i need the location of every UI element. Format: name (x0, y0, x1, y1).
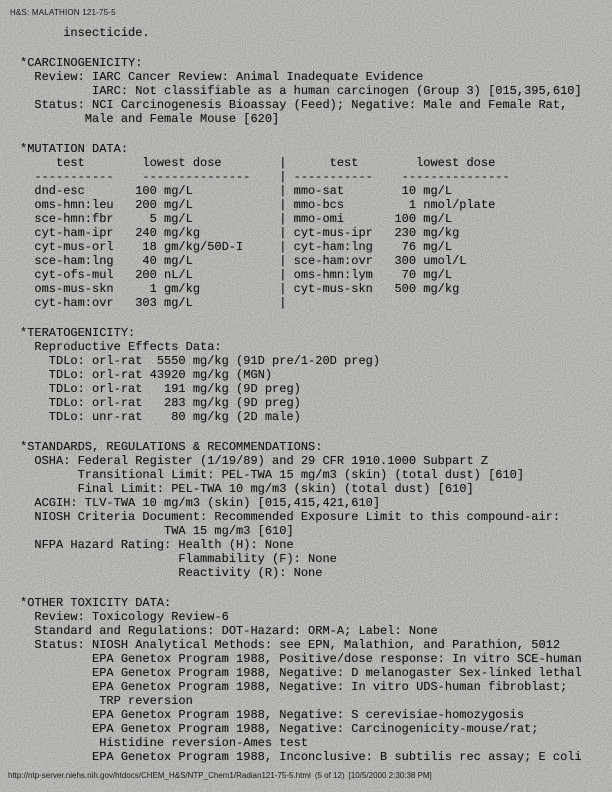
mutation-table-row: cyt-mus-orl 18 gm/kg/50D-I | cyt-ham:lng 76 mg/L (20, 240, 453, 254)
doc-line: insecticide. (20, 26, 150, 40)
section-heading: *MUTATION DATA: (20, 142, 129, 156)
doc-line: Review: IARC Cancer Review: Animal Inadequate Evidence (20, 70, 424, 84)
mutation-table-divider: ----------- --------------- | ----------- --------------- (20, 170, 510, 184)
mutation-table-row: cyt-ham-ipr 240 mg/kg | cyt-mus-ipr 230 mg/kg (20, 226, 460, 240)
section-carcinogenicity (20, 56, 606, 126)
doc-line: Review: Toxicology Review-6 (20, 610, 229, 624)
doc-line: TWA 15 mg/m3 [610] (20, 524, 294, 538)
section-heading: *OTHER TOXICITY DATA: (20, 596, 172, 610)
doc-line: NIOSH Criteria Document: Recommended Exposure Limit to this compound-air: (20, 510, 561, 524)
mutation-table-row: oms-hmn:leu 200 mg/L | mmo-bcs 1 nmol/plate (20, 198, 496, 212)
doc-line: Standard and Regulations: DOT-Hazard: ORM-A; Label: None (20, 624, 438, 638)
footer-timestamp: [10/5/2000 2:30:38 PM] (348, 771, 432, 780)
doc-line: Reproductive Effects Data: (20, 340, 222, 354)
doc-line: EPA Genetox Program 1988, Negative: D melanogaster Sex-linked lethal (20, 666, 582, 680)
section-heading: *TERATOGENICITY: (20, 326, 136, 340)
doc-line: Reactivity (R): None (20, 566, 323, 580)
doc-line: TDLo: orl-rat 191 mg/kg (9D preg) (20, 382, 301, 396)
doc-line: EPA Genetox Program 1988, Positive/dose response: In vitro SCE-human (20, 652, 582, 666)
mutation-table-row: dnd-esc 100 mg/L | mmo-sat 10 mg/L (20, 184, 453, 198)
doc-line: EPA Genetox Program 1988, Negative: In vitro UDS-human fibroblast; (20, 680, 568, 694)
section-heading: *STANDARDS, REGULATIONS & RECOMMENDATIONS: (20, 440, 323, 454)
footer-url: http://ntp-server.niehs.nih.gov/htdocs/CHEM_H&S/NTP_Chem1/Radian121-75-5.html (8, 771, 311, 780)
page-footer (8, 771, 432, 781)
mutation-table-row: cyt-ofs-mul 200 nL/L | oms-hmn:lym 70 mg/L (20, 268, 453, 282)
doc-line: EPA Genetox Program 1988, Negative: Carcinogenicity-mouse/rat; (20, 722, 539, 736)
doc-line: Status: NCI Carcinogenesis Bioassay (Feed); Negative: Male and Female Rat, (20, 98, 568, 112)
section-intro (20, 26, 606, 40)
section-mutation-data (20, 142, 606, 310)
doc-line: TDLo: orl-rat 283 mg/kg (9D preg) (20, 396, 301, 410)
doc-line: Male and Female Mouse [620] (20, 112, 280, 126)
doc-line: ACGIH: TLV-TWA 10 mg/m3 (skin) [015,415,421,610] (20, 496, 381, 510)
mutation-table-row: oms-mus-skn 1 gm/kg | cyt-mus-skn 500 mg/kg (20, 282, 460, 296)
doc-line: TRP reversion (20, 694, 193, 708)
section-teratogenicity (20, 326, 606, 424)
doc-line: TDLo: orl-rat 43920 mg/kg (MGN) (20, 368, 273, 382)
mutation-table-row: sce-ham:lng 40 mg/L | sce-ham:ovr 300 umol/L (20, 254, 467, 268)
document-body (20, 26, 606, 764)
mutation-table-row: sce-hmn:fbr 5 mg/L | mmo-omi 100 mg/L (20, 212, 453, 226)
page-header-title: H&S: MALATHION 121-75-5 (10, 8, 116, 17)
doc-line: Flammability (F): None (20, 552, 337, 566)
section-other-toxicity-data (20, 596, 606, 764)
doc-line: TDLo: orl-rat 5550 mg/kg (91D pre/1-20D preg) (20, 354, 381, 368)
section-heading: *CARCINOGENICITY: (20, 56, 143, 70)
doc-line: IARC: Not classifiable as a human carcinogen (Group 3) [015,395,610] (20, 84, 582, 98)
doc-line: TDLo: unr-rat 80 mg/kg (2D male) (20, 410, 301, 424)
doc-line: NFPA Hazard Rating: Health (H): None (20, 538, 294, 552)
doc-line: Status: NIOSH Analytical Methods: see EPN, Malathion, and Parathion, 5012 (20, 638, 561, 652)
doc-line: Histidine reversion-Ames test (20, 736, 309, 750)
doc-line: EPA Genetox Program 1988, Negative: S cerevisiae-homozygosis (20, 708, 525, 722)
doc-line: Final Limit: PEL-TWA 10 mg/m3 (skin) (total dust) [610] (20, 482, 474, 496)
footer-page-count: (5 of 12) (314, 771, 345, 780)
doc-line: OSHA: Federal Register (1/19/89) and 29 CFR 1910.1000 Subpart Z (20, 454, 489, 468)
section-standards-regulations (20, 440, 606, 580)
doc-line: Transitional Limit: PEL-TWA 15 mg/m3 (skin) (total dust) [610] (20, 468, 525, 482)
doc-line: EPA Genetox Program 1988, Inconclusive: B subtilis rec assay; E coli (20, 750, 582, 764)
mutation-table-header: test lowest dose | test lowest dose (20, 156, 496, 170)
mutation-table-row: cyt-ham:ovr 303 mg/L | (20, 296, 287, 310)
